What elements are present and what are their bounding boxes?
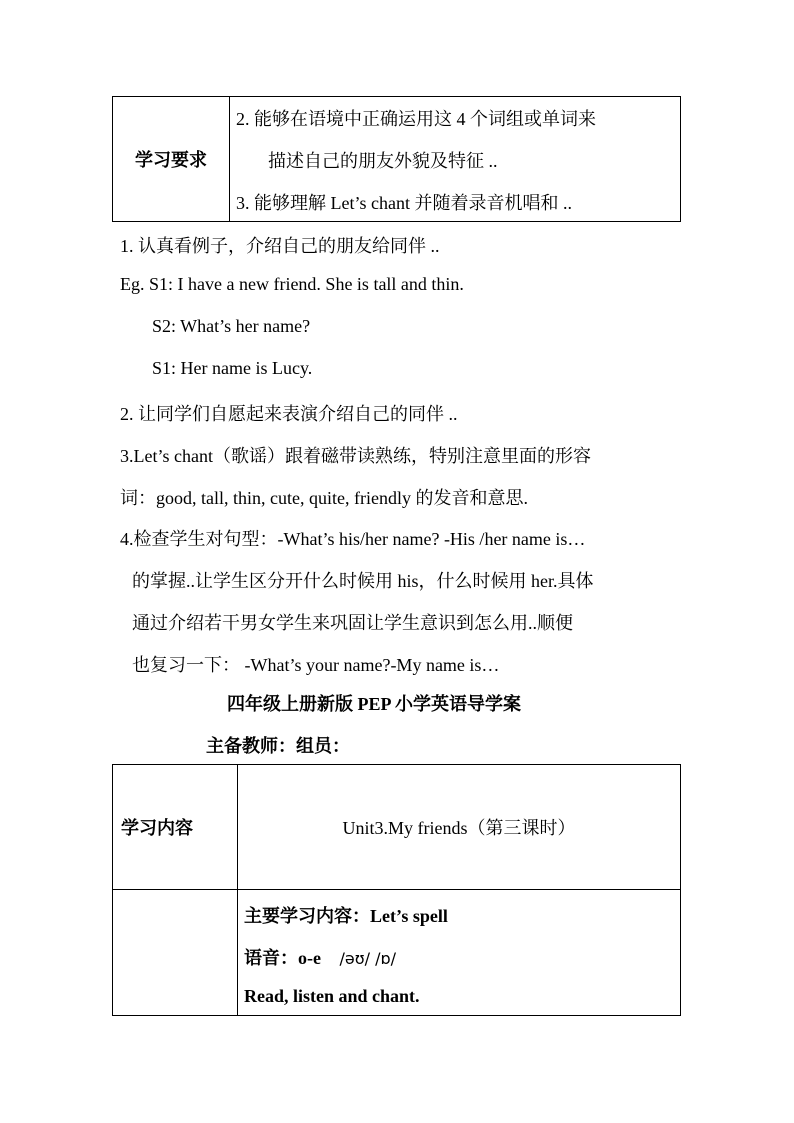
main-content-line: 主要学习内容：Let’s spell [244, 906, 448, 926]
phonics-line [244, 944, 396, 970]
body-line-2: Eg. S1: I have a new friend. She is tall and thin. [120, 274, 464, 294]
body-line-9: 的掌握..让学生区分开什么时候用 his，什么时候用 her.具体 [132, 571, 594, 591]
phonetic-symbols: /əʊ/ /ɒ/ [339, 949, 397, 968]
body-line-10: 通过介绍若干男女学生来巩固让学生意识到怎么用..顺便 [132, 613, 573, 633]
requirements-label-cell [113, 97, 230, 222]
phonics-label: 语音：o-e [244, 948, 321, 968]
content-value-cell [238, 765, 681, 890]
unit-title: Unit3.My friends（第三课时） [342, 818, 576, 838]
content-table [112, 764, 681, 1016]
teachers-line: 主备教师：组员： [206, 736, 350, 756]
requirement-item-3: 3. 能够理解 Let’s chant 并随着录音机唱和 .. [236, 193, 572, 213]
body-line-11: 也复习一下： -What’s your name?-My name is… [132, 655, 500, 675]
content-label-cell [113, 765, 238, 890]
requirements-content-cell [230, 97, 681, 222]
content-label: 学习内容 [121, 818, 193, 838]
body-line-4: S1: Her name is Lucy. [152, 358, 313, 378]
detail-content-cell [238, 890, 681, 1016]
requirements-table [112, 96, 681, 222]
body-line-7: 词：good, tall, thin, cute, quite, friendly 的发音和意思. [120, 488, 528, 508]
requirement-item-2-line-1: 2. 能够在语境中正确运用这 4 个词组或单词来 [236, 109, 596, 129]
detail-label-cell [113, 890, 238, 1016]
body-line-3: S2: What’s her name? [152, 316, 311, 336]
read-listen-chant-line: Read, listen and chant. [244, 986, 420, 1006]
body-line-8: 4.检查学生对句型：-What’s his/her name? -His /her name is… [120, 529, 586, 549]
body-line-5: 2. 让同学们自愿起来表演介绍自己的同伴 .. [120, 404, 458, 424]
document-title: 四年级上册新版 PEP 小学英语导学案 [227, 694, 522, 714]
requirement-item-2-line-2: 描述自己的朋友外貌及特征 .. [268, 151, 498, 171]
requirements-label: 学习要求 [135, 150, 207, 170]
body-line-6: 3.Let’s chant（歌谣）跟着磁带读熟练，特别注意里面的形容 [120, 446, 591, 466]
body-line-1: 1. 认真看例子，介绍自己的朋友给同伴 .. [120, 236, 440, 256]
